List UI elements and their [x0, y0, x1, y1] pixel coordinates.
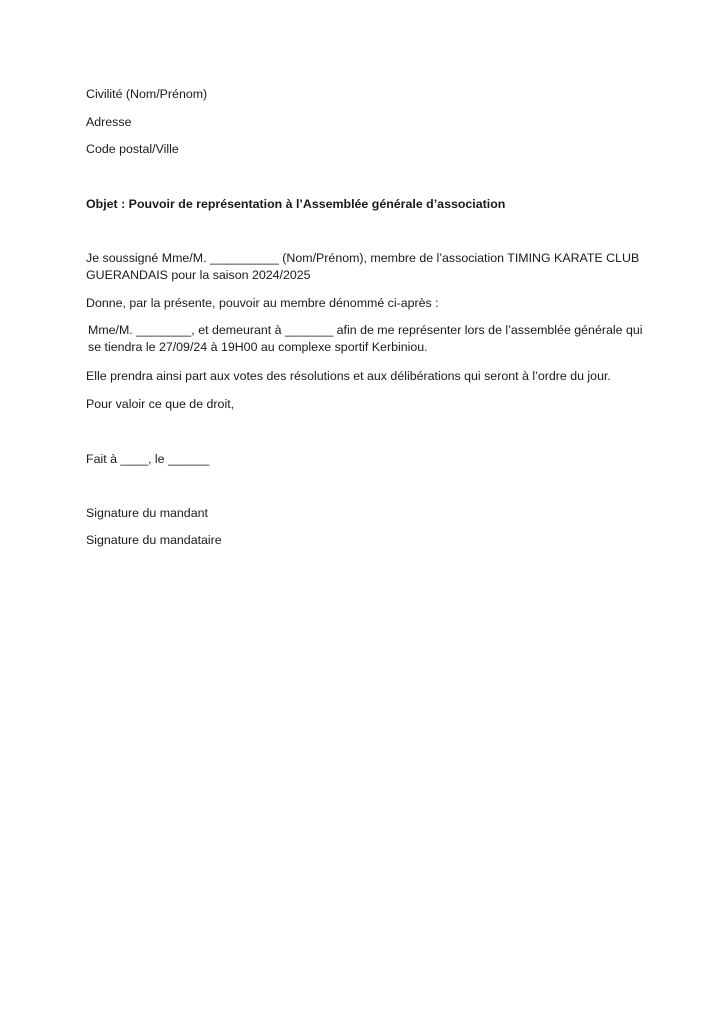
sender-civility: Civilité (Nom/Prénom) [86, 87, 208, 101]
signature-mandataire: Signature du mandataire [86, 533, 222, 547]
body-paragraph-grant: Donne, par la présente, pouvoir au membre dénommé ci-après : [86, 296, 439, 310]
signature-mandant: Signature du mandant [86, 506, 208, 520]
body-paragraph-closing: Pour valoir ce que de droit, [86, 397, 235, 411]
sender-postal-city: Code postal/Ville [86, 142, 179, 156]
sender-address: Adresse [86, 115, 132, 129]
body-paragraph-representative: Mme/M. ________, et demeurant à _______ afin de me représenter lors de l’assemblée générale qui se tiendra le 27/09/24 à 19H00 au complexe sportif Kerbiniou. [88, 323, 643, 354]
body-paragraph-votes: Elle prendra ainsi part aux votes des résolutions et aux délibérations qui seront à l’ordre du jour. [86, 369, 611, 383]
body-paragraph-declaration: Je soussigné Mme/M. __________ (Nom/Prénom), membre de l’association TIMING KARATE CLUB GUERANDAIS pour la saison 2024/2025 [86, 251, 640, 282]
letter-subject: Objet : Pouvoir de représentation à l’Assemblée générale d’association [86, 197, 506, 211]
place-date-line: Fait à ____, le ______ [86, 452, 210, 466]
